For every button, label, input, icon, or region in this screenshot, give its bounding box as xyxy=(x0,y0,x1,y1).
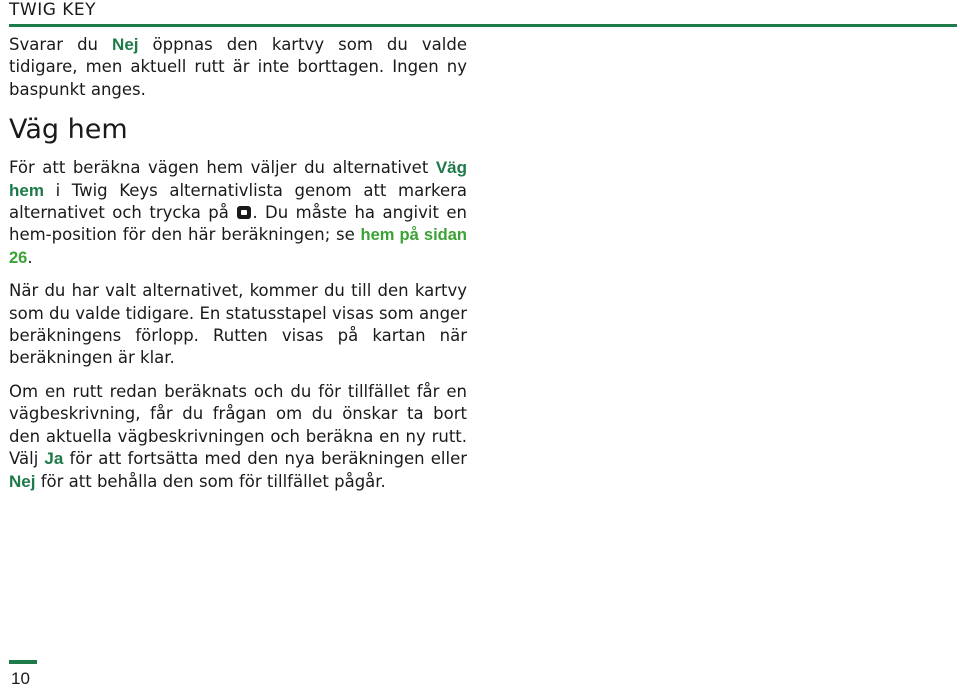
keyword-nej: Nej xyxy=(112,35,139,54)
intro-paragraph xyxy=(9,34,467,101)
p1-text-1: För att beräkna vägen hem väljer du alternativet xyxy=(9,158,436,178)
p1-text-2: i Twig Keys alternativlista genom att markera alternativet och trycka på xyxy=(9,180,467,223)
cross-reference-link[interactable]: hem på sidan 26 xyxy=(9,226,467,267)
p3-text-3: för att behålla den som för tillfället pågår. xyxy=(35,471,386,491)
paragraph-2: När du har valt alternativet, kommer du till den kartvy som du valde tidigare. En statusstapel visas som anger beräkningens förlopp. Rutten visas på kartan när beräkningen är klar. xyxy=(9,281,467,368)
intro-text-start: Svarar du xyxy=(9,35,113,54)
p1-text-3: . Du måste ha angivit en hem-position för den här beräkningen; se xyxy=(9,203,468,245)
p3-text-1: Om en rutt redan beräknats och du för tillfället får en vägbeskrivning, får du frågan om du önskar ta bort den aktuella vägbeskrivningen och beräkna en ny rutt. Välj xyxy=(9,381,467,469)
keyword-vag-hem: Väg hem xyxy=(9,158,467,200)
running-header: TWIG KEY xyxy=(9,0,97,20)
ok-button-icon xyxy=(237,206,251,219)
intro-text-end: öppnas den kartvy som du valde tidigare, men aktuell rutt är inte borttagen. Ingen ny baspunkt anges. xyxy=(9,35,467,99)
page-number: 10 xyxy=(11,669,30,688)
page-content xyxy=(9,34,467,504)
section-heading: Väg hem xyxy=(9,114,128,146)
header-divider xyxy=(9,24,957,27)
keyword-nej: Nej xyxy=(9,471,36,491)
keyword-ja: Ja xyxy=(44,449,64,469)
p1-text-4: . xyxy=(27,247,33,267)
page-number-bar xyxy=(9,660,37,664)
paragraph-1 xyxy=(9,157,467,269)
paragraph-3 xyxy=(9,381,467,493)
p3-text-2: för att fortsätta med den nya beräkningen eller xyxy=(63,449,468,469)
